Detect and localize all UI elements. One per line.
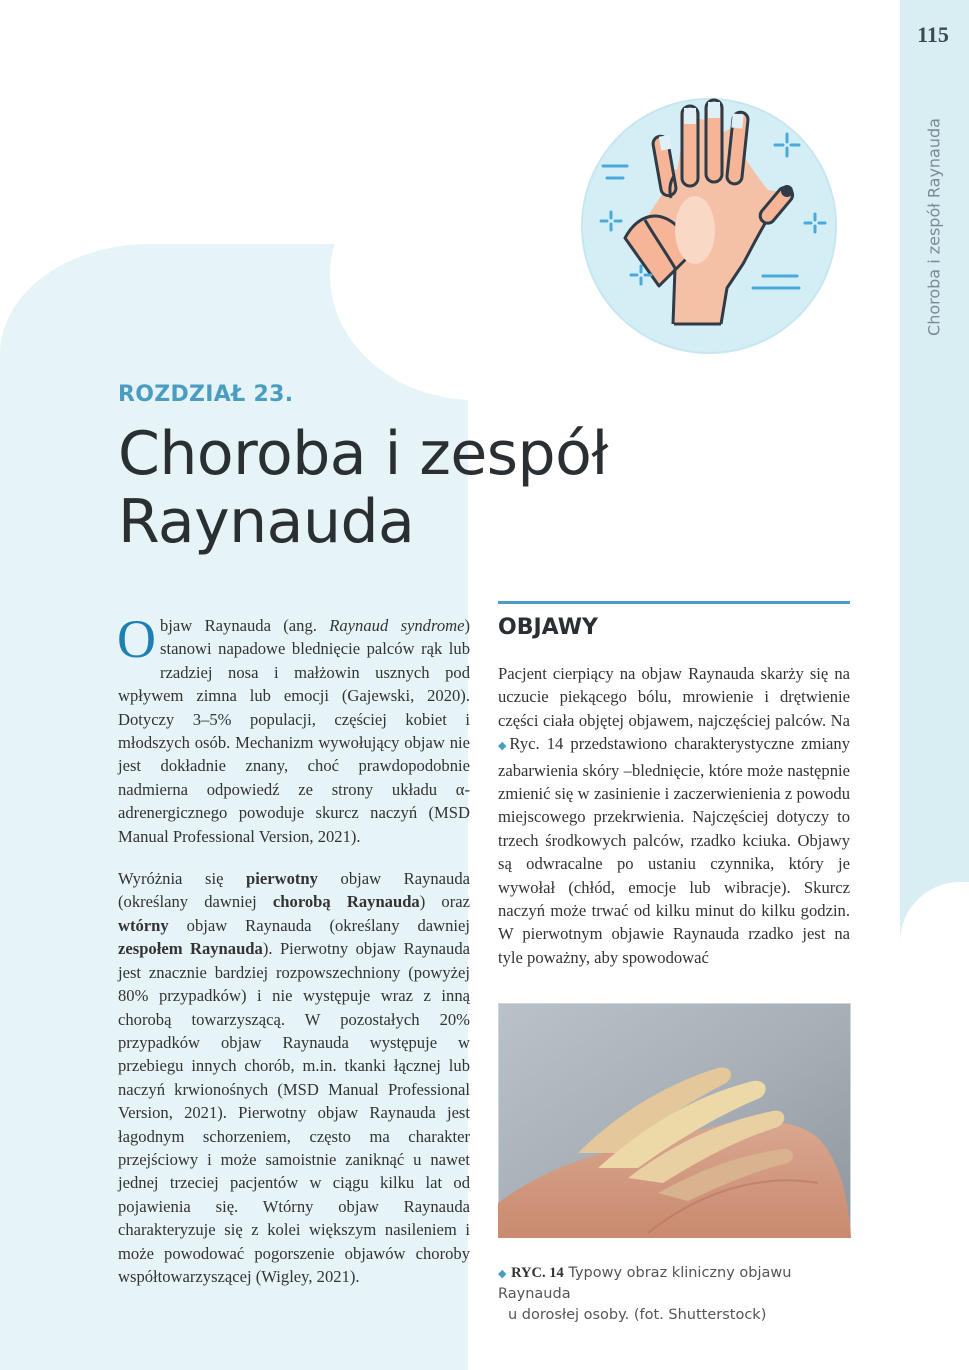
- chapter-title-line1: Choroba i zespół: [118, 419, 608, 489]
- running-head-text: Choroba i zespół Raynauda: [924, 118, 944, 336]
- types-text-4: objaw Raynauda (określany dawniej: [168, 915, 470, 935]
- caption-line-1: [498, 1263, 850, 1305]
- term-zespol-raynauda: zespołem Raynauda: [118, 939, 263, 959]
- types-text-1: Wyróżnia się: [118, 869, 247, 889]
- term-wtorny: wtórny: [118, 915, 169, 935]
- caption-text-2: u dorosłej osoby. (fot. Shutterstock): [508, 1307, 767, 1323]
- chapter-label: ROZDZIAŁ 23.: [118, 382, 294, 407]
- types-text-2: objaw Raynauda (określany dawniej: [118, 869, 471, 912]
- types-text-5: ). Pierwotny objaw Raynauda jest znacznie bardziej rozpowszechniony (powyżej 80% przypadków) i nie występuje wraz z inną chorobą towarzyszącą. W pozostałych 20% przypadków objaw Raynauda występuje w przebiegu innych chorób, m.in. tkanki łącznej lub naczyń krwionośnych (MSD Manual Professional Version, 2021). Pierwotny objaw Raynauda jest łagodnym schorzeniem, często ma charakter przejściowy i może samoistnie zaniknąć u nawet jednej trzeciej pacjentów w ciągu kilku lat od pojawienia się. Wtórny objaw Raynauda charakteryzuje się z kolei większym nasileniem i może powodować pogorszenie objawów choroby współtowarzyszącej (Wigley, 2021).: [118, 939, 470, 1286]
- symptoms-text-2: przedstawiono charakterystyczne zmiany zabarwienia skóry –blednięcie, które może następnie zmienić się w zasinienie i zaczerwienienia z powodu miejscowego przekrwienia. Najczęściej dotyczy to trzech środkowych palców, rzadko kciuka. Objawy są odwracalne po ustaniu czynnika, który je wywołał (chłód, emocje lub wibracje). Skurcz naczyń może trwać od kilku minut do kilku godzin. W pierwotnym objawie Raynauda rzadko jest na tyle poważny, aby spowodować: [498, 734, 850, 967]
- page-number: 115: [917, 22, 949, 47]
- reference-marker-icon: ◆: [498, 740, 510, 753]
- figure-reference[interactable]: Ryc. 14: [509, 734, 564, 754]
- sidebar-lower: [900, 882, 969, 1370]
- figure-label: RYC. 14: [511, 1265, 564, 1281]
- caption-text-1: Typowy obraz kliniczny objawu Raynauda: [498, 1265, 792, 1302]
- raynaud-hand-illustration: [567, 98, 851, 354]
- term-choroba-raynauda: chorobą Raynauda: [272, 892, 420, 912]
- term-pierwotny: pierwotny: [246, 869, 318, 889]
- section-rule: [498, 601, 850, 604]
- chapter-title-line2: Raynauda: [118, 487, 415, 557]
- figure-caption: [498, 1263, 850, 1326]
- intro-italic-term: Raynaud syndrome: [329, 616, 465, 635]
- intro-text-2: ) stanowi napadowe blednięcie palców rąk lub rzadziej nosa i małżowin usznych pod wpływem zimna lub emocji (Gajewski, 2020). Dotyczy 3–5% populacji, częściej kobiet i młodszych osób. Mechanizm wywołujący objaw nie jest dokładnie znany, choć prawdopodobnie nadmierna odpowiedź ze strony układu α-adrenergicznego powoduje skurcz naczyń (MSD Manual Professional Version, 2021).: [118, 616, 471, 846]
- symptoms-text-1: Pacjent cierpiący na objaw Raynauda skarży się na uczucie piekącego bólu, mrowienie i drętwienie części ciała objętej objawem, najczęściej palców. Na: [498, 664, 850, 730]
- dropcap: O: [117, 609, 156, 669]
- right-column: [498, 662, 850, 969]
- types-text-3: ) oraz: [419, 892, 470, 912]
- section-heading-objawy: OBJAWY: [498, 615, 598, 640]
- left-column: [117, 609, 471, 1307]
- intro-paragraph: [117, 609, 471, 848]
- caption-marker-icon: ◆: [498, 1267, 507, 1280]
- symptoms-paragraph: [498, 662, 850, 969]
- types-paragraph: [118, 867, 470, 1288]
- chapter-title: [118, 420, 818, 556]
- raynaud-photo: [498, 1003, 851, 1238]
- intro-text-1: bjaw Raynauda (ang.: [160, 616, 330, 635]
